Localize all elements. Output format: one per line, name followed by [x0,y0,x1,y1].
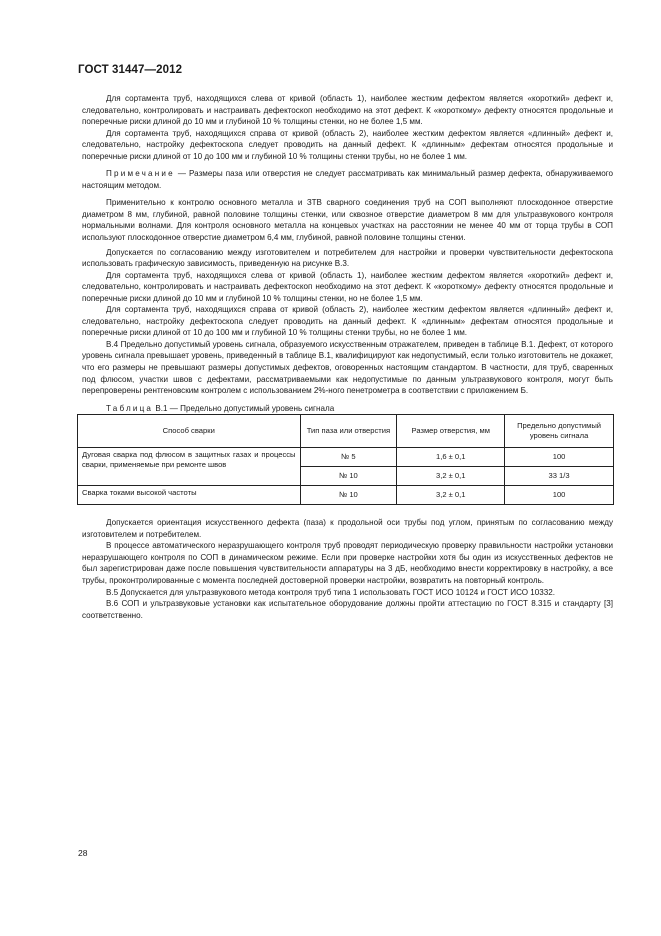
paragraph: В.5 Допускается для ультразвукового метода контроля труб типа 1 использовать ГОСТ ИСО 10124 и ГОСТ ИСО 10332. [106,587,556,597]
type-cell: № 5 [300,448,397,467]
table-caption-text: В.1 — Предельно допустимый уровень сигнала [153,403,335,413]
paragraph: Для сортамента труб, находящихся справа от кривой (область 2), наиболее жестким дефектом является «длинный» дефект и, следовательно, настройку дефектоскопа следует проводить на данный дефект. К «длинным» дефектам относятся продольные и поперечные риски длиной от 10 до 100 мм и глубиной 10 % толщины стенки трубы, но не более 1 мм. [82,305,613,338]
size-cell: 3,2 ± 0,1 [397,486,505,505]
method-cell: Сварка токами высокой частоты [78,486,301,505]
paragraph: Применительно к контролю основного металла и ЗТВ сварного соединения труб на СОП выполняют плоскодонное отверстие диаметром 8 мм, глубиной, равной половине толщины стенки, или сквозное отверстие диаметром 8 мм для ультразвукового контроля нормальными волнами. Для контроля основного металла на концевых участках на расстоянии не менее 40 мм от торца трубы в СОП используют плоскодонное отверстие диаметром 6,4 мм, глубиной, равной половине толщины стенки. [82,198,613,243]
paragraph: В.6 СОП и ультразвуковые установки как испытательное оборудование должны пройти аттестацию по ГОСТ 8.315 и стандарту [3] соответственно. [82,599,613,620]
type-cell: № 10 [300,467,397,486]
paragraph: Для сортамента труб, находящихся справа от кривой (область 2), наиболее жестким дефектом является «длинный» дефект и, следовательно, настройку дефектоскопа следует проводить на данный дефект. К «длинным» дефектам относятся продольные и поперечные риски длиной от 10 до 100 мм и глубиной 10 % толщины стенки трубы, но не более 1 мм. [82,128,613,161]
table-header-row [78,415,614,448]
level-cell: 33 1/3 [505,467,614,486]
header-cell: Способ сварки [78,415,301,448]
header-cell: Размер отверстия, мм [397,415,505,448]
note-label: Примечание [106,169,175,179]
size-cell: 3,2 ± 0,1 [397,467,505,486]
note [82,168,613,191]
table-caption-label: Таблица [106,403,154,413]
level-cell: 100 [505,448,614,467]
paragraph: Для сортамента труб, находящихся слева от кривой (область 1), наиболее жестким дефектом является «короткий» дефект и, следовательно, контролировать и настраивать дефектоскоп необходимо на этот дефект. К «короткому» дефекту относятся продольные и поперечные риски длиной до 10 мм и глубиной 10 % толщины стенки, но не более 1,5 мм. [82,270,613,303]
level-cell: 100 [505,486,614,505]
table-row [78,486,614,505]
table-row [78,448,614,467]
paragraph: В процессе автоматического неразрушающего контроля труб проводят периодическую проверку правильности настройки установки неразрушающего контроля по СОП в динамическом режиме. Если при проверке настройки хотя бы один из искусственных дефектов не был зарегистрирован даже после повышения чувствительности аппаратуры на 3 дБ, необходимо внести корректировку в настройку, а все трубы, проконтролированные с момента последней достоверной проверки настройки, возвратить на повторный контроль. [82,541,613,585]
size-cell: 1,6 ± 0,1 [397,448,505,467]
paragraph: Допускается по согласованию между изготовителем и потребителем для настройки и проверки чувствительности дефектоскопа использовать графическую зависимость, приведенную на рисунке В.3. [82,247,613,269]
paragraph: Допускается ориентация искусственного дефекта (паза) к продольной оси трубы под углом, принятым по согласованию между изготовителем и потребителем. [82,518,613,539]
header-cell: Тип паза или отверстия [300,415,397,448]
note-text: — Размеры паза или отверстия не следует рассматривать как минимальный размер дефекта, обнаруживаемого настоящим методом. [82,169,613,190]
header-cell: Предельно допустимый уровень сигнала [505,415,614,448]
signal-level-table [77,414,614,505]
document-body [82,93,613,621]
document-header: ГОСТ 31447—2012 [78,64,183,76]
method-cell: Дуговая сварка под флюсом в защитных газах и процессы сварки, применяемые при ремонте швов [78,448,301,486]
table-caption [82,403,613,415]
paragraph: Для сортамента труб, находящихся слева от кривой (область 1), наиболее жестким дефектом является «короткий» дефект и, следовательно, контролировать и настраивать дефектоскоп необходимо на этот дефект. К «короткому» дефекту относятся продольные и поперечные риски длиной до 10 мм и глубиной 10 % толщины стенки, но не более 1,5 мм. [82,94,613,127]
paragraph: В.4 Предельно допустимый уровень сигнала, образуемого искусственным отражателем, приведен в таблице В.1. Дефект, от которого уровень сигнала превышает уровень, приведенный в таблице В.1, квалифицируют как недопустимый, если только изготовитель не докажет, что его размеры не превышают размеры допустимых дефектов, оговоренных настоящим стандартом. В частности, для труб, сваренных под флюсом, участки швов с дефектами, рассматриваемыми как недопустимые по данным ультразвукового контроля, могут быть перепроверены рентгеновским контролем с использованием 2%-ного пенетрометра в соответствии с приложением Б. [82,339,613,396]
page-number: 28 [78,848,88,858]
type-cell: № 10 [300,486,397,505]
